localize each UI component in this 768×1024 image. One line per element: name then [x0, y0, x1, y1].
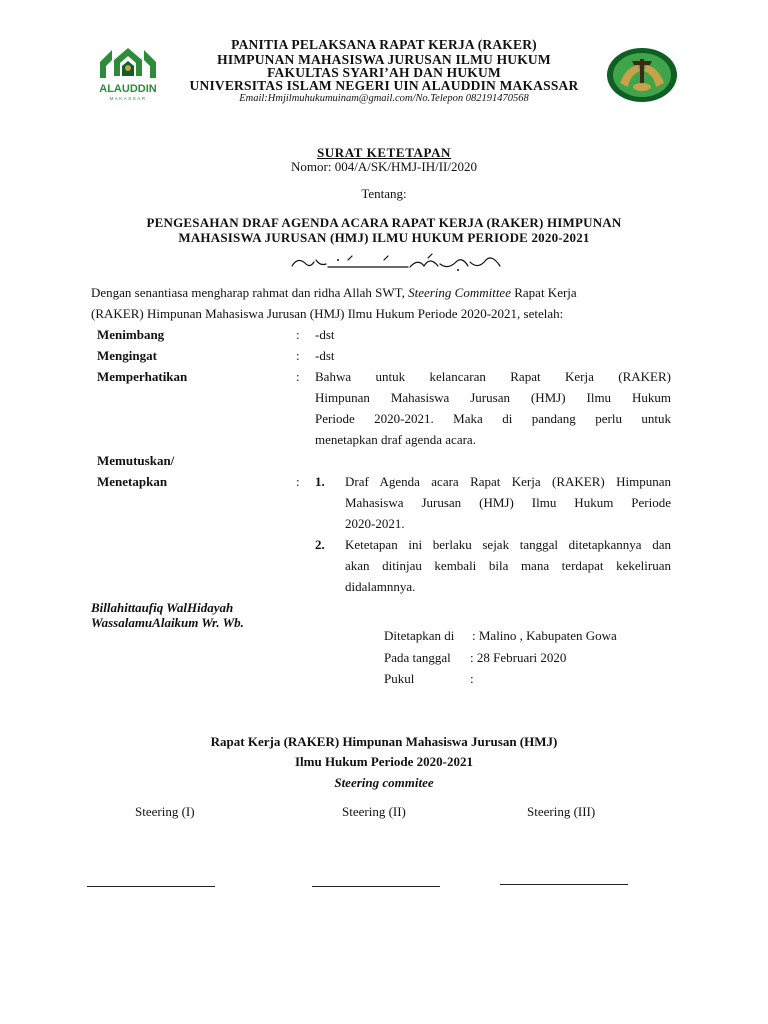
pukul-value: : — [470, 671, 474, 686]
memperhatikan-line-1: Bahwa untuk kelancaran Rapat Kerja (RAKER) — [315, 369, 671, 384]
decision-2-line-3: didalamnnya. — [345, 579, 416, 594]
memperhatikan-line-2: Himpunan Mahasiswa Jurusan (HMJ) Ilmu Hukum — [315, 390, 671, 405]
steering-3-label: Steering (III) — [527, 804, 596, 819]
subject-line-2: MAHASISWA JURUSAN (HMJ) ILMU HUKUM PERIODE 2020-2021 — [178, 230, 590, 245]
mengingat-value: -dst — [315, 348, 335, 363]
menimbang-label: Menimbang — [97, 327, 165, 342]
memutuskan-label: Memutuskan/ — [97, 453, 175, 468]
document-title: SURAT KETETAPAN — [316, 145, 452, 160]
menimbang-colon: : — [296, 327, 300, 342]
memperhatikan-line-4: menetapkan draf agenda acara. — [315, 432, 476, 447]
opening-text-c: Rapat Kerja — [510, 285, 577, 300]
footer-steering-committee: Steering commitee — [334, 775, 434, 790]
header-faculty: FAKULTAS SYARI’AH DAN HUKUM — [267, 65, 501, 80]
opening-text-a: Dengan senantiasa mengharap rahmat dan ridha Allah SWT, — [91, 285, 409, 300]
decision-1-line-3: 2020-2021. — [345, 516, 405, 531]
signature-line-1 — [87, 886, 215, 887]
header-contact: Email:Hmjilmuhukumuinam@gmail.com/No.Telepon 082191470568 — [239, 93, 529, 104]
decision-1-number: 1. — [315, 474, 325, 489]
signature-line-2 — [312, 886, 440, 887]
ditetapkan-label: Ditetapkan di — [384, 628, 455, 643]
opening-paragraph-line-2: (RAKER) Himpunan Mahasiswa Jurusan (HMJ) Ilmu Hukum Periode 2020-2021, setelah: — [91, 306, 564, 321]
tentang-label: Tentang: — [361, 186, 407, 201]
mengingat-label: Mengingat — [97, 348, 157, 363]
opening-paragraph-line-1 — [91, 282, 677, 303]
steering-2-label: Steering (II) — [342, 804, 406, 819]
mengingat-colon: : — [296, 348, 300, 363]
logo-left-subtext: MAKASSAR — [109, 96, 147, 101]
pukul-label: Pukul — [384, 671, 415, 686]
document-number: Nomor: 004/A/SK/HMJ-IH/II/2020 — [291, 159, 477, 174]
closing-line-1: Billahittaufiq WalHidayah — [91, 600, 234, 615]
header-committee: PANITIA PELAKSANA RAPAT KERJA (RAKER) — [231, 37, 537, 52]
memperhatikan-line-3: Periode 2020-2021. Maka di pandang perlu untuk — [315, 411, 671, 426]
decision-1-line-1: Draf Agenda acara Rapat Kerja (RAKER) Himpunan — [345, 474, 671, 489]
menimbang-value: -dst — [315, 327, 335, 342]
signature-line-3 — [500, 884, 628, 885]
subject-line-1: PENGESAHAN DRAF AGENDA ACARA RAPAT KERJA (RAKER) HIMPUNAN — [146, 215, 622, 230]
ditetapkan-value: : Malino , Kabupaten Gowa — [472, 628, 617, 643]
decision-1-line-2: Mahasiswa Jurusan (HMJ) Ilmu Hukum Periode — [345, 495, 671, 510]
footer-line-2: Ilmu Hukum Periode 2020-2021 — [294, 754, 474, 769]
decision-2-line-2: akan ditinjau kembali bila mana terdapat kekeliruan — [345, 558, 671, 573]
basmalah-calligraphy — [288, 252, 504, 272]
steering-1-label: Steering (I) — [135, 804, 195, 819]
memperhatikan-colon: : — [296, 369, 300, 384]
header-university: UNIVERSITAS ISLAM NEGERI UIN ALAUDDIN MAKASSAR — [189, 78, 579, 93]
logo-left-text: ALAUDDIN — [99, 83, 157, 95]
footer-line-1: Rapat Kerja (RAKER) Himpunan Mahasiswa Jurusan (HMJ) — [210, 734, 558, 749]
memperhatikan-label: Memperhatikan — [97, 369, 188, 384]
tanggal-value: : 28 Februari 2020 — [470, 650, 567, 665]
header-association: HIMPUNAN MAHASISWA JURUSAN ILMU HUKUM — [217, 52, 551, 67]
decision-2-number: 2. — [315, 537, 325, 552]
closing-line-2: WassalamuAlaikum Wr. Wb. — [91, 615, 244, 630]
menetapkan-label: Menetapkan — [97, 474, 168, 489]
decision-2-line-1: Ketetapan ini berlaku sejak tanggal ditetapkannya dan — [345, 537, 671, 552]
opening-steering-committee: Steering Committee — [408, 285, 511, 300]
tanggal-label: Pada tanggal — [384, 650, 451, 665]
menetapkan-colon: : — [296, 474, 300, 489]
